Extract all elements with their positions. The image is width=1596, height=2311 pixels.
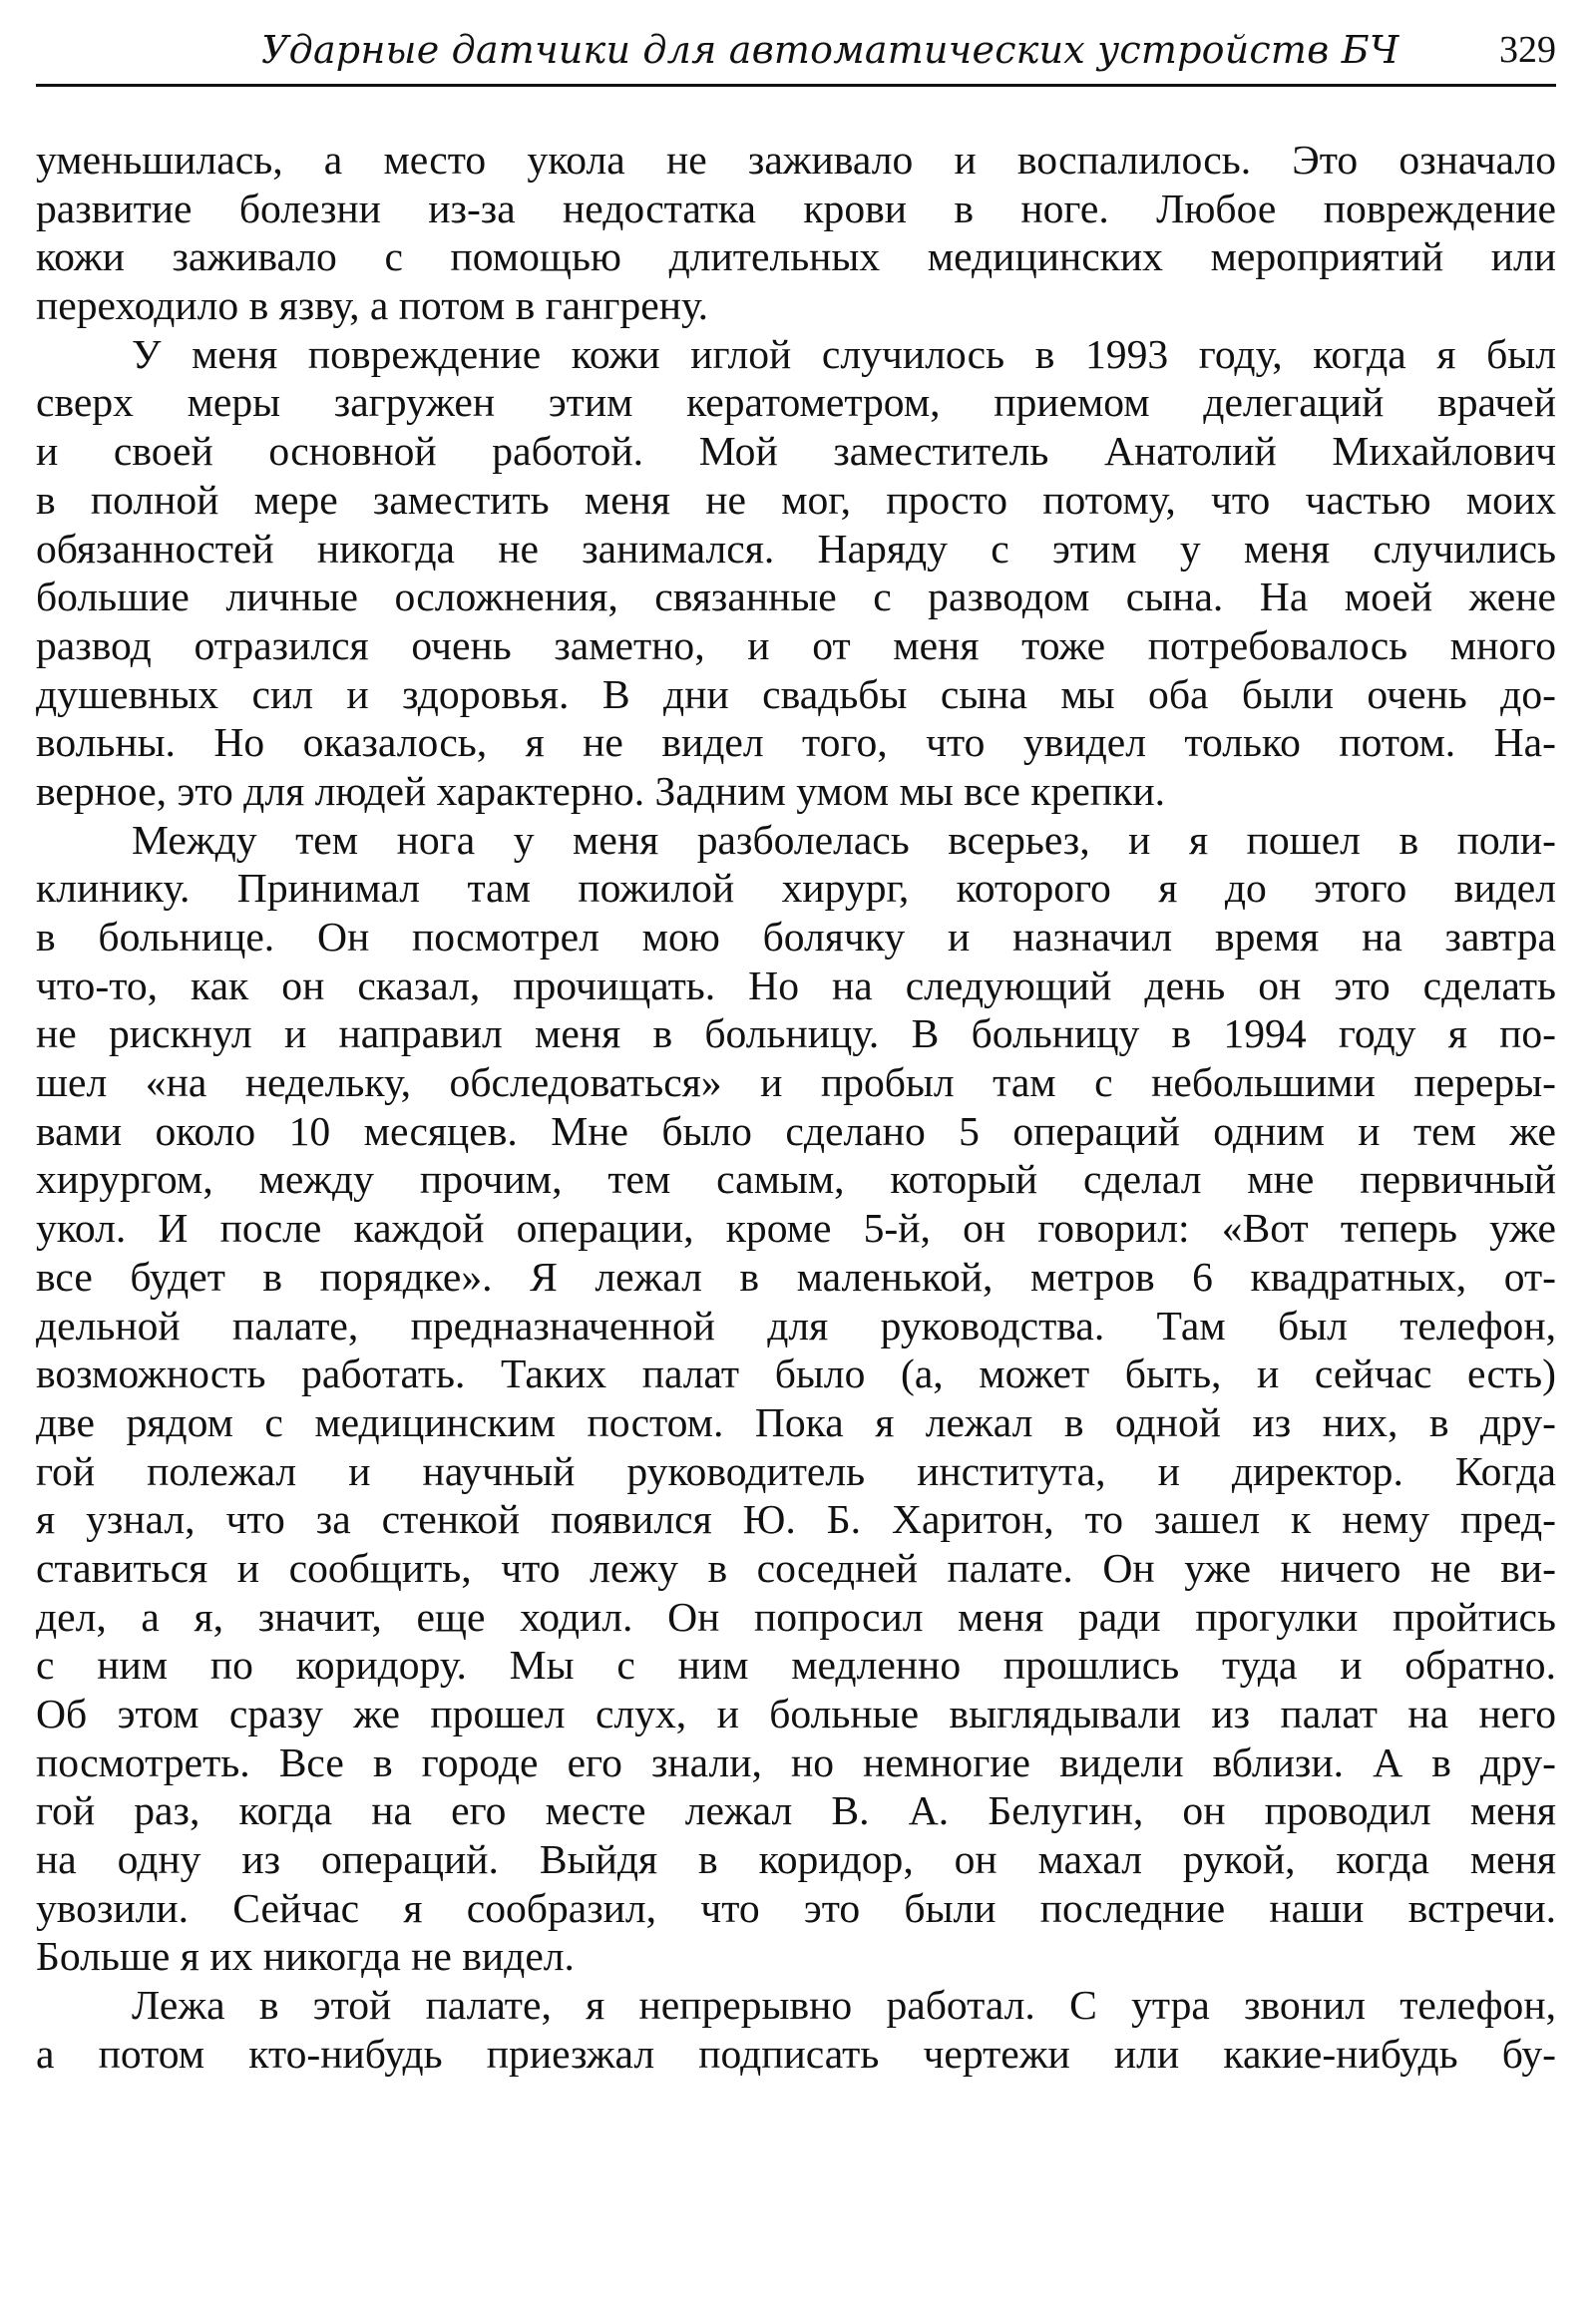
header-rule (36, 84, 1556, 87)
text-line: хирургом, между прочим, тем самым, который сделал мне первичный (36, 1156, 1556, 1203)
text-line: что-то, как он сказал, прочищать. Но на следующий день он это сделать (36, 962, 1556, 1008)
text-line: дельной палате, предназначенной для руководства. Там был телефон, (36, 1302, 1556, 1348)
text-line: гой раз, когда на его месте лежал В. А. Белугин, он проводил меня (36, 1787, 1556, 1834)
text-line: вами около 10 месяцев. Мне было сделано 5 операций одним и тем же (36, 1107, 1556, 1154)
page-header (36, 22, 1556, 78)
text-line: ставиться и сообщить, что лежу в соседней палате. Он уже ничего не ви- (36, 1544, 1556, 1591)
text-line: уменьшилась, а место укола не заживало и воспалилось. Это означало (36, 137, 1556, 183)
text-line: У меня повреждение кожи иглой случилось в 1993 году, когда я был (132, 330, 1556, 377)
text-line: и своей основной работой. Мой заместитель Анатолий Михайлович (36, 428, 1556, 475)
text-line: клинику. Принимал там пожилой хирург, которого я до этого видел (36, 865, 1556, 912)
text-line: с ним по коридору. Мы с ним медленно прошлись туда и обратно. (36, 1642, 1556, 1689)
text-line: в полной мере заместить меня не мог, просто потому, что частью моих (36, 476, 1556, 523)
paragraph (36, 1981, 1556, 2078)
text-line: сверх меры загружен этим кератометром, приемом делегаций врачей (36, 379, 1556, 426)
text-line: вольны. Но оказалось, я не видел того, что увидел только потом. На- (36, 719, 1556, 766)
text-line: развитие болезни из-за недостатка крови в ноге. Любое повреждение (36, 185, 1556, 231)
text-line: не рискнул и направил меня в больницу. В больницу в 1994 году я по- (36, 1010, 1556, 1057)
text-line: кожи заживало с помощью длительных медицинских мероприятий или (36, 233, 1556, 280)
running-title: Ударные датчики для автоматических устройств БЧ (261, 28, 1399, 72)
text-line: две рядом с медицинским постом. Пока я лежал в одной из них, в дру- (36, 1398, 1556, 1445)
text-line: увозили. Сейчас я сообразил, что это были последние наши встречи. (36, 1884, 1556, 1931)
text-line: шел «на недельку, обследоваться» и пробыл там с небольшими переры- (36, 1059, 1556, 1106)
text-line: гой полежал и научный руководитель института, и директор. Когда (36, 1447, 1556, 1494)
text-line: посмотреть. Все в городе его знали, но немногие видели вблизи. А в дру- (36, 1738, 1556, 1785)
text-line: душевных сил и здоровья. В дни свадьбы сына мы оба были очень до- (36, 670, 1556, 717)
text-line: Между тем нога у меня разболелась всерьез, и я пошел в поли- (132, 816, 1556, 863)
text-line: а потом кто-нибудь приезжал подписать чертежи или какие-нибудь бу- (36, 2030, 1556, 2077)
text-line: Больше я их никогда не видел. (36, 1933, 575, 1980)
text-line: я узнал, что за стенкой появился Ю. Б. Харитон, то зашел к нему пред- (36, 1496, 1556, 1543)
paragraph (36, 136, 1556, 330)
text-line: Лежа в этой палате, я непрерывно работал. С утра звонил телефон, (132, 1982, 1556, 2029)
text-line: большие личные осложнения, связанные с разводом сына. На моей жене (36, 574, 1556, 620)
text-line: обязанностей никогда не занимался. Наряду с этим у меня случились (36, 525, 1556, 572)
text-line: Об этом сразу же прошел слух, и больные выглядывали из палат на него (36, 1691, 1556, 1736)
text-line: верное, это для людей характерно. Задним умом мы все крепки. (36, 767, 1165, 814)
text-line: дел, а я, значит, еще ходил. Он попросил меня ради прогулки пройтись (36, 1593, 1556, 1640)
page-number: 329 (1499, 29, 1556, 71)
paragraph (36, 330, 1556, 816)
text-line: развод отразился очень заметно, и от меня тоже потребовалось много (36, 621, 1556, 668)
text-line: в больнице. Он посмотрел мою болячку и назначил время на завтра (36, 914, 1556, 960)
text-line: возможность работать. Таких палат было (а, может быть, и сейчас есть) (36, 1350, 1556, 1397)
text-line: переходило в язву, а потом в гангрену. (36, 282, 709, 329)
text-line: все будет в порядке». Я лежал в маленькой, метров 6 квадратных, от- (36, 1253, 1556, 1300)
text-line: на одну из операций. Выйдя в коридор, он махал рукой, когда меня (36, 1836, 1556, 1883)
body-text (36, 136, 1556, 2079)
paragraph (36, 816, 1556, 1982)
text-line: укол. И после каждой операции, кроме 5-й, он говорил: «Вот теперь уже (36, 1205, 1556, 1252)
